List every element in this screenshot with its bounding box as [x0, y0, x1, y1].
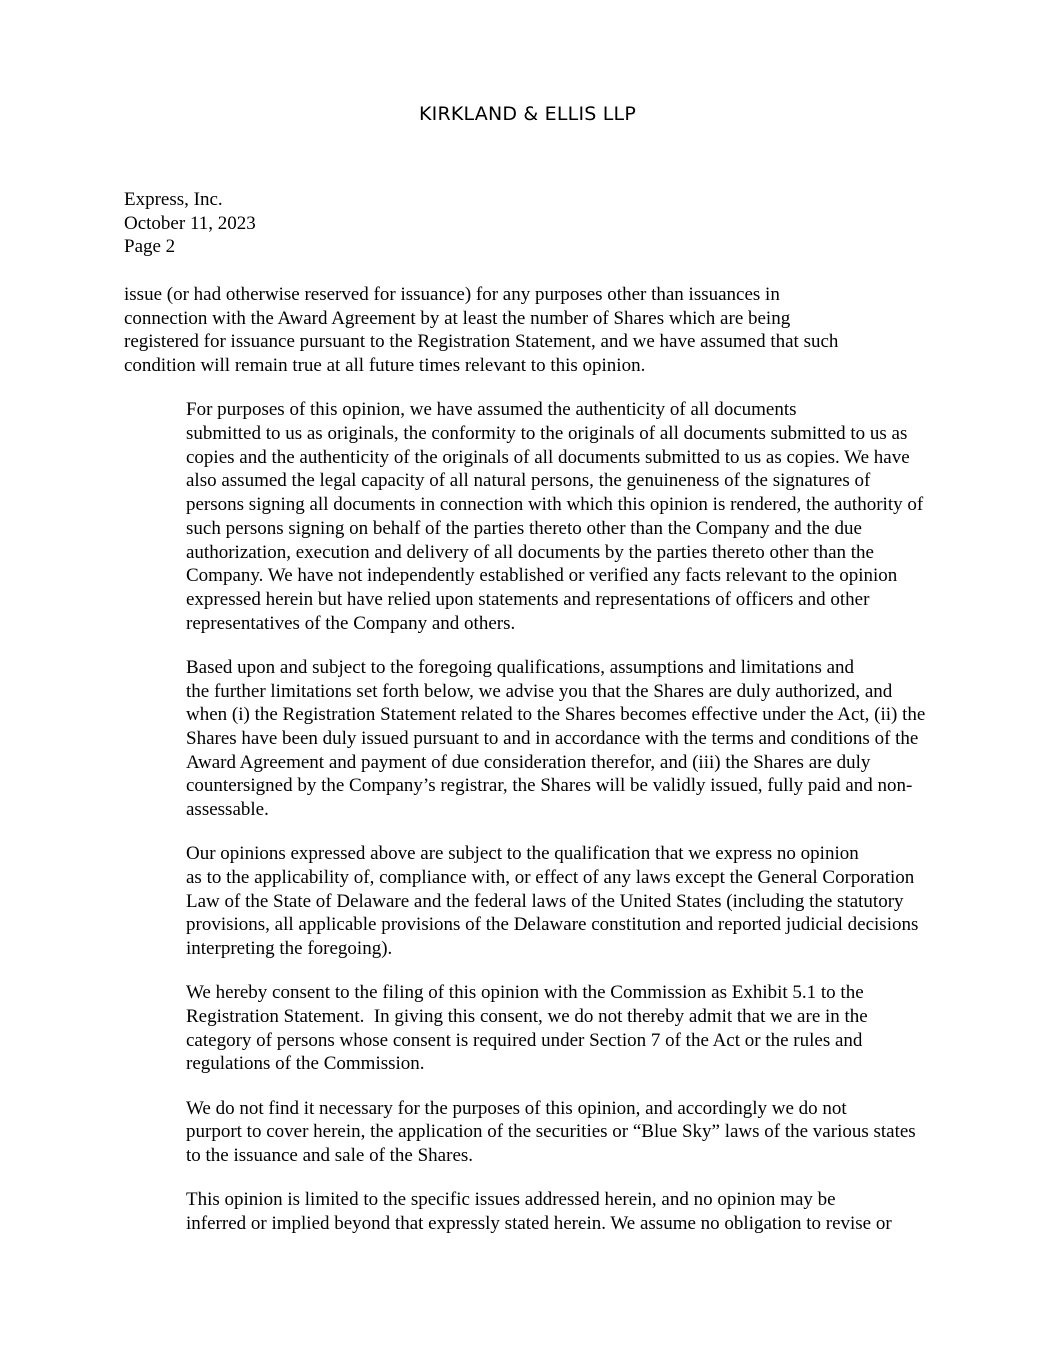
text-line: as to the applicability of, compliance with, or effect of any laws except the General Corporation — [186, 866, 915, 888]
text-line: authorization, execution and delivery of all documents by the parties thereto other than the — [186, 541, 874, 563]
text-line: For purposes of this opinion, we have assumed the authenticity of all documents — [186, 399, 797, 421]
text-line: when (i) the Registration Statement related to the Shares becomes effective under the Act, (ii) the — [186, 704, 926, 726]
text-line: Law of the State of Delaware and the federal laws of the United States (including the statutory — [186, 890, 904, 912]
letterhead-firm-name: KIRKLAND & ELLIS LLP — [419, 103, 636, 125]
text-line: to the issuance and sale of the Shares. — [186, 1145, 474, 1166]
text-line: Shares have been duly issued pursuant to and in accordance with the terms and conditions of the — [186, 727, 919, 749]
text-line: persons signing all documents in connection with which this opinion is rendered, the authority of — [186, 494, 924, 516]
text-line: registered for issuance pursuant to the Registration Statement, and we have assumed that such — [124, 331, 839, 353]
text-line: representatives of the Company and others. — [186, 612, 516, 634]
text-line: category of persons whose consent is required under Section 7 of the Act or the rules and — [186, 1029, 863, 1051]
text-line: copies and the authenticity of the originals of all documents submitted to us as copies. We have — [186, 446, 910, 468]
paragraph-blue-sky — [124, 1097, 934, 1168]
text-line: issue (or had otherwise reserved for issuance) for any purposes other than issuances in — [124, 284, 780, 305]
text-line: such persons signing on behalf of the parties thereto other than the Company and the due — [186, 517, 862, 539]
page-number: Page 2 — [124, 236, 176, 258]
text-line: We do not find it necessary for the purposes of this opinion, and accordingly we do not — [186, 1097, 847, 1119]
letter-header — [124, 188, 934, 259]
text-line: Registration Statement. In giving this consent, we do not thereby admit that we are in the — [186, 1005, 868, 1027]
letter-date: October 11, 2023 — [124, 212, 256, 234]
text-line: This opinion is limited to the specific issues addressed herein, and no opinion may be — [186, 1189, 836, 1211]
text-line: assessable. — [186, 799, 269, 821]
text-line: provisions, all applicable provisions of the Delaware constitution and reported judicial decisions — [186, 914, 919, 936]
addressee: Express, Inc. — [124, 189, 223, 210]
text-line: Award Agreement and payment of due consideration therefor, and (iii) the Shares are duly — [186, 751, 871, 773]
text-line: purport to cover herein, the application of the securities or “Blue Sky” laws of the various states — [186, 1121, 916, 1143]
paragraph-qualification — [124, 842, 934, 961]
paragraph-opinion — [124, 656, 934, 822]
paragraph-continuation — [124, 283, 934, 378]
paragraph-limitation — [124, 1188, 934, 1235]
text-line: regulations of the Commission. — [186, 1053, 425, 1075]
text-line: connection with the Award Agreement by at least the number of Shares which are being — [124, 307, 791, 329]
text-line: condition will remain true at all future times relevant to this opinion. — [124, 355, 646, 377]
paragraph-assumptions — [124, 398, 934, 635]
text-line: interpreting the foregoing). — [186, 938, 393, 960]
text-line: countersigned by the Company’s registrar, the Shares will be validly issued, fully paid and non- — [186, 775, 913, 797]
text-line: Company. We have not independently established or verified any facts relevant to the opinion — [186, 565, 898, 587]
text-line: We hereby consent to the filing of this opinion with the Commission as Exhibit 5.1 to the — [186, 982, 864, 1004]
text-line: the further limitations set forth below, we advise you that the Shares are duly authorized, and — [186, 680, 893, 702]
text-line: submitted to us as originals, the conformity to the originals of all documents submitted to us as — [186, 423, 908, 445]
text-line: Based upon and subject to the foregoing qualifications, assumptions and limitations and — [186, 656, 855, 678]
paragraph-consent — [124, 981, 934, 1076]
text-line: also assumed the legal capacity of all natural persons, the genuineness of the signatures of — [186, 470, 871, 492]
text-line: inferred or implied beyond that expressly stated herein. We assume no obligation to revise or — [186, 1212, 892, 1234]
text-line: Our opinions expressed above are subject to the qualification that we express no opinion — [186, 843, 859, 865]
text-line: expressed herein but have relied upon statements and representations of officers and other — [186, 588, 870, 610]
letter-body — [124, 283, 934, 1256]
